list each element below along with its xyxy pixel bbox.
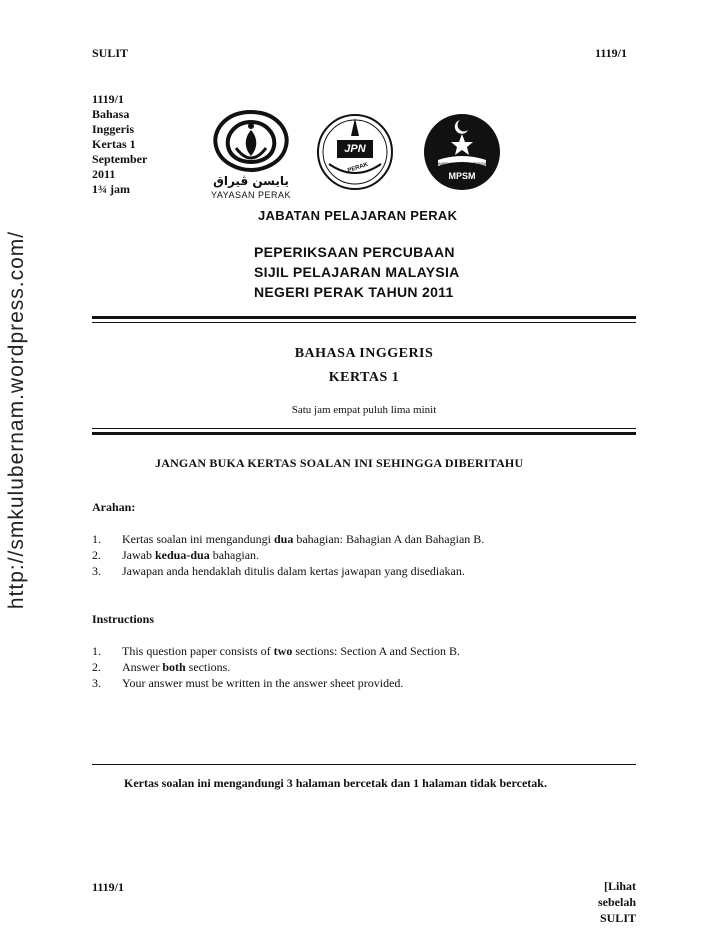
mpsm-left-text: KEPIMPINAN xyxy=(430,161,455,166)
footer-turn-over xyxy=(570,878,636,926)
yayasan-perak-logo xyxy=(206,108,296,204)
instructions-heading: Instructions xyxy=(92,612,155,626)
yayasan-caption: YAYASAN PERAK xyxy=(210,190,292,200)
arahan-item-1: 1. Kertas soalan ini mengandungi dua bahagian: Bahagian A dan Bahagian B. xyxy=(92,532,485,546)
exam-title-line-2: SIJIL PELAJARAN MALAYSIA xyxy=(254,264,460,280)
page-count-note: Kertas soalan ini mengandungi 3 halaman bercetak dan 1 halaman tidak bercetak. xyxy=(124,776,547,790)
paper-title: KERTAS 1 xyxy=(328,370,400,385)
subject-name: BAHASA INGGERIS xyxy=(294,346,434,361)
agency-name: JABATAN PELAJARAN PERAK xyxy=(258,208,458,223)
header-classification: SULIT xyxy=(92,46,129,60)
footer-paper-code: 1119/1 xyxy=(92,880,125,894)
meta-month: September xyxy=(92,152,148,166)
mpsm-text: MPSM xyxy=(448,171,476,181)
divider-bottom xyxy=(92,764,636,765)
arahan-item-2: 2. Jawab kedua-dua bahagian. xyxy=(92,548,260,562)
meta-subject-2: Inggeris xyxy=(92,122,134,136)
footer-turn-over-line-1: [Lihat sebelah xyxy=(597,879,636,909)
mpsm-right-text: BERSATU xyxy=(472,161,492,166)
arahan-heading: Arahan: xyxy=(92,500,136,514)
yayasan-emblem-icon xyxy=(206,108,296,174)
exam-title-line-3: NEGERI PERAK TAHUN 2011 xyxy=(254,284,454,300)
divider-mid-thick xyxy=(92,432,636,435)
duration-text: Satu jam empat puluh lima minit xyxy=(291,404,437,416)
exam-title xyxy=(254,242,460,302)
meta-subject-1: Bahasa xyxy=(92,107,130,121)
instructions-item-1: 1. This question paper consists of two sections: Section A and Section B. xyxy=(92,644,460,658)
do-not-open-warning: JANGAN BUKA KERTAS SOALAN INI SEHINGGA DIBERITAHU xyxy=(155,456,524,470)
divider-mid-thin xyxy=(92,428,636,429)
footer-classification: SULIT xyxy=(599,911,636,925)
exam-title-line-1: PEPERIKSAAN PERCUBAAN xyxy=(254,244,455,260)
meta-code: 1119/1 xyxy=(92,92,125,106)
jpn-perak-logo xyxy=(315,112,395,192)
subject-title xyxy=(0,346,728,362)
arahan-list xyxy=(92,531,632,579)
jpn-ring-text: PERAK xyxy=(347,161,369,175)
arahan-item-3: 3. Jawapan anda hendaklah ditulis dalam kertas jawapan yang disediakan. xyxy=(92,564,465,578)
mpsm-logo xyxy=(422,112,502,192)
instructions-item-2: 2. Answer both sections. xyxy=(92,660,231,674)
yayasan-jawi-text: يايسن ڤيراق xyxy=(213,174,289,188)
meta-duration: 1¾ jam xyxy=(92,182,130,196)
meta-paper: Kertas 1 xyxy=(92,137,136,151)
paper-meta xyxy=(92,92,147,197)
instructions-item-3: 3. Your answer must be written in the answer sheet provided. xyxy=(92,676,404,690)
watermark-url: http://smkuluberna​m.wordpress.com/ xyxy=(5,230,28,610)
meta-year: 2011 xyxy=(92,167,116,181)
instructions-list xyxy=(92,643,632,691)
jpn-text: JPN xyxy=(344,143,366,155)
header-paper-code: 1119/1 xyxy=(595,46,628,60)
divider-top-thick xyxy=(92,316,636,319)
divider-top-thin xyxy=(92,322,636,323)
